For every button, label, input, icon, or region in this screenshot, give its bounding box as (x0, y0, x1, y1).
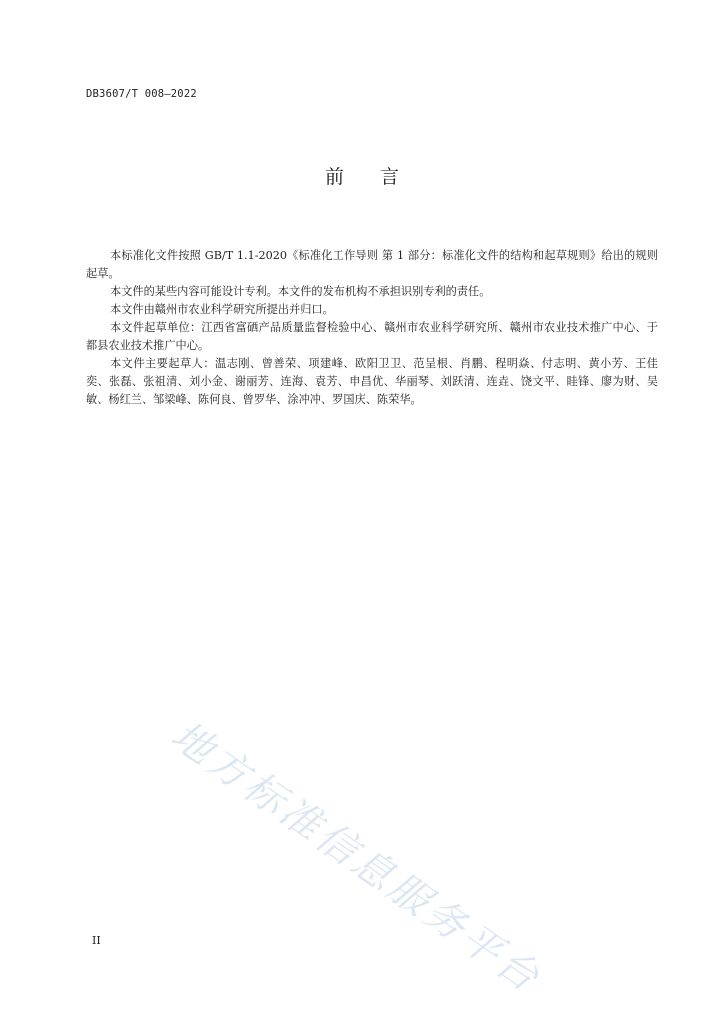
paragraph-drafting-units: 本文件起草单位：江西省富硒产品质量监督检验中心、赣州市农业科学研究所、赣州市农业技术推广中心、于都县农业技术推广中心。 (86, 321, 658, 352)
paragraph-proposer: 本文件由赣州市农业科学研究所提出并归口。 (110, 303, 334, 316)
watermark: 地方标准信息服务平台 (162, 712, 550, 1003)
page-title (0, 162, 724, 189)
document-code: DB3607/T 008—2022 (86, 88, 197, 100)
page-number: II (92, 934, 101, 947)
paragraph-patent-notice: 本文件的某些内容可能设计专利。本文件的发布机构不承担识别专利的责任。 (110, 285, 491, 298)
title-char-2: 言 (380, 166, 400, 188)
paragraph-drafters: 本文件主要起草人：温志刚、曾善荣、项建峰、欧阳卫卫、范呈根、肖鹏、程明焱、付志明、黄小芳、王佳奕、张磊、张祖清、刘小金、谢丽芳、连海、袁芳、申昌优、华丽琴、刘跃清、连垚、饶文平、眭锋、廖为财、吴敏、杨红兰、邹梁峰、陈何良、曾罗华、涂冲冲、罗国庆、陈荣华。 (86, 357, 658, 406)
title-char-1: 前 (324, 166, 344, 188)
paragraph-drafting-rules: 本标准化文件按照 GB/T 1.1-2020《标准化工作导则 第 1 部分：标准化文件的结构和起草规则》给出的规则起草。 (86, 249, 658, 280)
foreword-body (86, 247, 658, 409)
